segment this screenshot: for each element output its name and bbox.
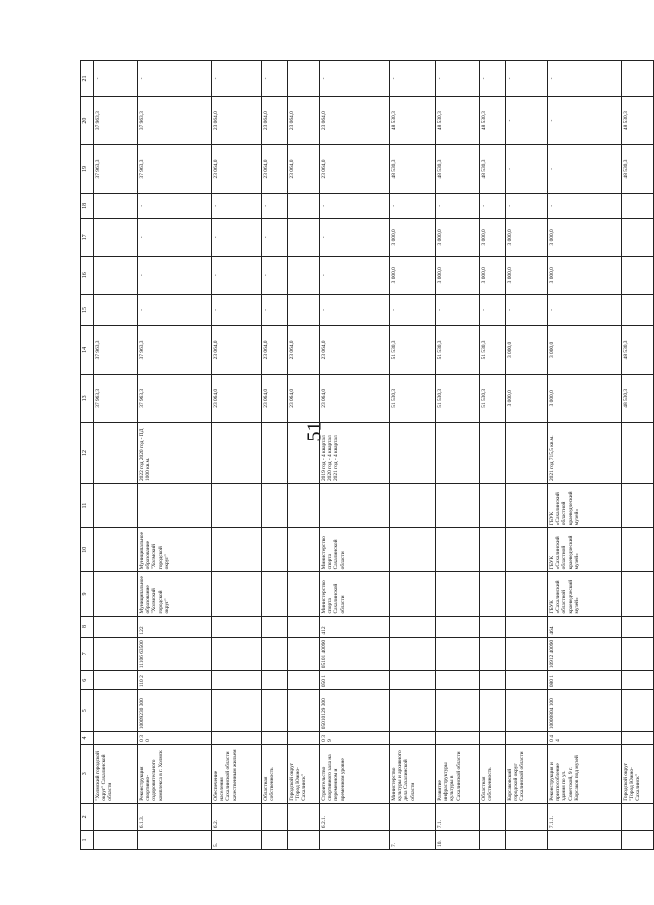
table-cell xyxy=(288,484,320,528)
table-cell: ГБУК «Сахалинский областной краеведческий музей» xyxy=(548,484,622,528)
table-cell xyxy=(548,831,622,850)
table-cell xyxy=(262,831,288,850)
table-cell xyxy=(94,831,138,850)
table-cell: 23 064,0 xyxy=(320,326,390,374)
table-cell xyxy=(506,616,548,637)
rotated-table-wrapper xyxy=(80,60,642,850)
table-cell: - xyxy=(94,61,138,97)
table-cell xyxy=(94,671,138,690)
table-cell xyxy=(94,637,138,671)
table-cell: Городской округ "Город Южно-Сахалинск" xyxy=(622,744,654,803)
table-cell: - xyxy=(390,193,436,218)
table-cell: 5. xyxy=(212,831,262,850)
table-cell: - xyxy=(480,294,506,326)
table-cell: - xyxy=(138,256,212,294)
table-cell: - xyxy=(138,294,212,326)
table-cell: 48 530,3 xyxy=(480,145,506,193)
table-cell: 050 1 xyxy=(320,671,390,690)
table-cell xyxy=(390,671,436,690)
table-cell xyxy=(288,671,320,690)
table-cell xyxy=(288,803,320,830)
table-cell: 51 530,3 xyxy=(436,374,480,422)
table-cell: 3 000,0 xyxy=(548,218,622,256)
table-cell xyxy=(480,637,506,671)
column-header: 8 xyxy=(81,616,94,637)
table-cell: 51 530,3 xyxy=(480,374,506,422)
table-cell xyxy=(390,423,436,484)
table-cell: Министерство спорта Сахалинской области xyxy=(320,572,390,616)
header-row xyxy=(81,61,94,850)
table-cell: 11106 63500 xyxy=(138,637,212,671)
table-cell xyxy=(436,637,480,671)
column-header: 21 xyxy=(81,61,94,97)
table-cell xyxy=(94,528,138,572)
table-cell: - xyxy=(480,193,506,218)
table-cell xyxy=(622,61,654,97)
table-cell: 48 530,3 xyxy=(622,96,654,144)
table-cell: 05101 40090 xyxy=(320,637,390,671)
table-cell xyxy=(288,61,320,97)
table-cell xyxy=(94,423,138,484)
table-cell: 2021 год 715,5 кв.м. xyxy=(548,423,622,484)
table-cell xyxy=(506,637,548,671)
table-cell: 51 530,3 xyxy=(390,326,436,374)
table-cell: 37 963,3 xyxy=(138,326,212,374)
table-cell xyxy=(622,637,654,671)
column-header: 18 xyxy=(81,193,94,218)
table-row xyxy=(288,61,320,850)
table-cell: 10. xyxy=(436,831,480,850)
table-cell: Городской округ "Город Южно-Сахалинск" xyxy=(288,744,320,803)
table-cell xyxy=(622,528,654,572)
table-cell: 10009230 300 xyxy=(138,690,212,732)
table-cell: 23 064,0 xyxy=(212,145,262,193)
table-cell: - xyxy=(320,61,390,97)
table-cell xyxy=(622,803,654,830)
table-cell xyxy=(212,484,262,528)
table-row xyxy=(138,61,212,850)
table-cell: 37 963,3 xyxy=(94,145,138,193)
table-cell: 37 963,3 xyxy=(94,96,138,144)
table-cell: - xyxy=(262,294,288,326)
table-cell xyxy=(288,528,320,572)
table-cell: 23 064,0 xyxy=(262,326,288,374)
table-cell xyxy=(288,193,320,218)
table-cell: Строительство спортивного зала на переменном и временном уровне xyxy=(320,744,390,803)
table-cell: - xyxy=(390,294,436,326)
table-cell: 122 xyxy=(138,616,212,637)
table-cell xyxy=(94,803,138,830)
table-cell xyxy=(480,616,506,637)
table-cell xyxy=(622,218,654,256)
table-cell: Областная собственность xyxy=(262,744,288,803)
table-cell xyxy=(94,572,138,616)
table-cell: - xyxy=(506,61,548,97)
table-cell: "Холмский городской округ" Сахалинской области xyxy=(94,744,138,803)
table-cell: 51 530,3 xyxy=(480,326,506,374)
table-cell: - xyxy=(436,61,480,97)
table-row xyxy=(94,61,138,850)
table-cell: - xyxy=(262,218,288,256)
table-cell xyxy=(288,423,320,484)
table-cell: - xyxy=(212,61,262,97)
table-cell: 3 000,0 xyxy=(506,374,548,422)
table-cell xyxy=(622,484,654,528)
column-header: 19 xyxy=(81,145,94,193)
table-cell xyxy=(622,256,654,294)
table-cell: Развитие инфраструктуры культуры в Сахалинской области xyxy=(436,744,480,803)
table-cell: 3 000,0 xyxy=(548,326,622,374)
table-cell: 48 530,3 xyxy=(622,374,654,422)
table-cell: 48 530,3 xyxy=(436,96,480,144)
table-cell xyxy=(138,484,212,528)
table-cell: 412 xyxy=(320,616,390,637)
table-cell: Муниципальное образование "Холмский городской округ" xyxy=(138,528,212,572)
table-cell xyxy=(506,671,548,690)
table-cell xyxy=(288,616,320,637)
table-cell xyxy=(262,423,288,484)
column-header: 5 xyxy=(81,690,94,732)
table-cell xyxy=(506,484,548,528)
table-cell: - xyxy=(548,145,622,193)
column-header: 10 xyxy=(81,528,94,572)
table-cell xyxy=(622,616,654,637)
table-cell xyxy=(262,690,288,732)
table-cell xyxy=(212,637,262,671)
table-cell: - xyxy=(320,193,390,218)
table-cell: 3 000,0 xyxy=(390,256,436,294)
table-cell: - xyxy=(506,294,548,326)
table-cell: 3 000,0 xyxy=(480,218,506,256)
table-cell: ГБУК «Сахалинский областной краеведческий музей» xyxy=(548,528,622,572)
table-cell xyxy=(288,831,320,850)
table-cell xyxy=(436,528,480,572)
table-cell: - xyxy=(212,218,262,256)
table-row xyxy=(548,61,622,850)
budget-table xyxy=(80,60,654,850)
table-cell: - xyxy=(262,256,288,294)
table-cell: - xyxy=(212,256,262,294)
table-cell: 7. xyxy=(390,831,436,850)
table-cell: 3 000,0 xyxy=(548,374,622,422)
table-cell: - xyxy=(506,145,548,193)
table-cell xyxy=(390,637,436,671)
table-cell: 6.1.3. xyxy=(138,803,212,830)
table-cell xyxy=(288,218,320,256)
table-cell: 37 963,3 xyxy=(138,374,212,422)
table-cell: Министерство культуры и архивного дела Сахалинской области xyxy=(390,744,436,803)
column-header: 16 xyxy=(81,256,94,294)
table-cell xyxy=(436,671,480,690)
table-cell xyxy=(212,616,262,637)
table-row xyxy=(622,61,654,850)
table-cell xyxy=(288,294,320,326)
table-cell: 3 000,0 xyxy=(506,326,548,374)
table-cell: 48 530,3 xyxy=(480,96,506,144)
table-cell: 48 530,3 xyxy=(622,145,654,193)
table-cell xyxy=(480,671,506,690)
table-cell xyxy=(262,637,288,671)
table-cell xyxy=(480,690,506,732)
table-cell: Обеспечение населения Сахалинской области качественным жильем xyxy=(212,744,262,803)
table-cell: 23 064,0 xyxy=(212,96,262,144)
table-cell xyxy=(262,528,288,572)
table-cell xyxy=(94,218,138,256)
table-cell: 05010129 300 xyxy=(320,690,390,732)
table-cell: - xyxy=(320,256,390,294)
column-header: 1 xyxy=(81,831,94,850)
table-cell xyxy=(436,572,480,616)
table-cell xyxy=(390,690,436,732)
table-cell: 23 064,0 xyxy=(262,145,288,193)
table-cell xyxy=(480,423,506,484)
table-cell xyxy=(480,831,506,850)
table-cell xyxy=(506,803,548,830)
table-cell: 0 3 9 xyxy=(320,732,390,745)
table-cell xyxy=(622,732,654,745)
table-cell: - xyxy=(506,193,548,218)
table-cell: 37 963,3 xyxy=(138,96,212,144)
table-cell xyxy=(390,803,436,830)
table-cell xyxy=(436,484,480,528)
table-cell xyxy=(212,690,262,732)
table-cell: 48 530,3 xyxy=(436,145,480,193)
table-cell xyxy=(506,732,548,745)
table-cell xyxy=(320,484,390,528)
table-cell xyxy=(94,690,138,732)
column-header: 14 xyxy=(81,326,94,374)
table-cell: 37 963,3 xyxy=(138,145,212,193)
table-cell xyxy=(622,690,654,732)
table-cell: 10000804 100 xyxy=(548,690,622,732)
table-cell xyxy=(262,732,288,745)
table-cell xyxy=(436,732,480,745)
table-cell xyxy=(262,572,288,616)
table-cell: 7.1. xyxy=(436,803,480,830)
table-cell: 23 064,0 xyxy=(288,145,320,193)
table-cell: 10912 40090 xyxy=(548,637,622,671)
table-cell xyxy=(622,294,654,326)
table-cell xyxy=(262,803,288,830)
table-cell: 23 064,0 xyxy=(288,96,320,144)
table-cell: Областная собственность xyxy=(480,744,506,803)
table-cell xyxy=(288,690,320,732)
table-cell: 23 064,0 xyxy=(320,145,390,193)
column-header: 4 xyxy=(81,732,94,745)
table-cell: 23 064,0 xyxy=(262,374,288,422)
table-row xyxy=(480,61,506,850)
table-cell xyxy=(390,732,436,745)
table-row xyxy=(506,61,548,850)
table-cell xyxy=(622,423,654,484)
table-row xyxy=(320,61,390,850)
column-header: 20 xyxy=(81,96,94,144)
table-row xyxy=(436,61,480,850)
table-cell: 3 000,0 xyxy=(506,256,548,294)
table-cell: - xyxy=(212,193,262,218)
column-header: 13 xyxy=(81,374,94,422)
table-cell xyxy=(138,831,212,850)
table-cell: 464 xyxy=(548,616,622,637)
table-cell xyxy=(622,193,654,218)
table-cell: - xyxy=(390,61,436,97)
column-header: 17 xyxy=(81,218,94,256)
table-cell: 37 963,3 xyxy=(94,374,138,422)
table-cell xyxy=(480,803,506,830)
table-cell xyxy=(622,671,654,690)
table-cell xyxy=(212,732,262,745)
column-header: 15 xyxy=(81,294,94,326)
column-header: 11 xyxy=(81,484,94,528)
table-cell: 2022 год 2020 год - ПД 1000 кв.м. xyxy=(138,423,212,484)
table-cell: - xyxy=(138,193,212,218)
table-cell xyxy=(288,637,320,671)
column-header: 9 xyxy=(81,572,94,616)
table-cell xyxy=(212,671,262,690)
column-header: 7 xyxy=(81,637,94,671)
table-cell: - xyxy=(212,294,262,326)
table-cell xyxy=(480,528,506,572)
table-row xyxy=(390,61,436,850)
table-cell: 6.2. xyxy=(212,803,262,830)
table-cell: 23 064,0 xyxy=(320,96,390,144)
table-cell xyxy=(506,528,548,572)
table-cell: Муниципальное образование "Холмский городской округ" xyxy=(138,572,212,616)
table-cell xyxy=(480,572,506,616)
table-cell: - xyxy=(320,218,390,256)
table-cell: 23 064,0 xyxy=(212,374,262,422)
table-cell: 2019 год - 4 квартал 2020 год - 4 квартал 2021 год - 4 квартал xyxy=(320,423,390,484)
table-cell: 48 530,3 xyxy=(622,326,654,374)
table-cell: 23 064,0 xyxy=(320,374,390,422)
table-cell: 23 064,0 xyxy=(212,326,262,374)
table-cell: 51 530,3 xyxy=(390,374,436,422)
table-cell xyxy=(436,423,480,484)
table-cell: 3 000,0 xyxy=(390,218,436,256)
table-cell xyxy=(622,831,654,850)
table-cell: 3 000,0 xyxy=(436,256,480,294)
table-cell xyxy=(622,572,654,616)
table-cell: 23 064,0 xyxy=(288,374,320,422)
table-cell xyxy=(436,616,480,637)
table-body xyxy=(94,61,654,850)
table-cell xyxy=(480,484,506,528)
table-cell: - xyxy=(436,193,480,218)
table-cell xyxy=(506,831,548,850)
table-cell: - xyxy=(138,218,212,256)
table-cell xyxy=(506,423,548,484)
table-cell: - xyxy=(548,193,622,218)
table-cell: Реконструкция спортивно-оздоровительного комплекса в г. Холмск xyxy=(138,744,212,803)
table-cell xyxy=(262,616,288,637)
page-number: 51 xyxy=(303,421,326,442)
table-cell: 3 000,0 xyxy=(548,256,622,294)
table-row xyxy=(262,61,288,850)
table-cell xyxy=(94,732,138,745)
table-cell xyxy=(212,423,262,484)
table-cell: - xyxy=(548,61,622,97)
table-cell: 6.2.1. xyxy=(320,803,390,830)
table-cell xyxy=(390,484,436,528)
table-cell xyxy=(288,256,320,294)
table-cell: 3 000,0 xyxy=(506,218,548,256)
column-header: 2 xyxy=(81,803,94,830)
table-cell xyxy=(212,572,262,616)
table-cell xyxy=(390,572,436,616)
table-cell xyxy=(94,294,138,326)
table-cell: 48 530,3 xyxy=(390,145,436,193)
table-cell: - xyxy=(436,294,480,326)
table-cell: 48 530,3 xyxy=(390,96,436,144)
table-cell xyxy=(94,256,138,294)
table-cell: 3 000,0 xyxy=(436,218,480,256)
table-cell xyxy=(506,572,548,616)
table-cell: - xyxy=(548,96,622,144)
table-cell xyxy=(262,484,288,528)
table-cell: 3 000,0 xyxy=(480,256,506,294)
table-row xyxy=(212,61,262,850)
table-cell: - xyxy=(480,61,506,97)
column-header: 3 xyxy=(81,744,94,803)
table-cell: 0 4 4 xyxy=(548,732,622,745)
table-cell xyxy=(320,831,390,850)
table-cell: 37 963,3 xyxy=(94,326,138,374)
table-cell: - xyxy=(262,193,288,218)
table-cell: 23 064,0 xyxy=(288,326,320,374)
table-cell: - xyxy=(548,294,622,326)
table-cell: Корсаковский городской округ Сахалинской области xyxy=(506,744,548,803)
table-cell xyxy=(262,671,288,690)
table-cell xyxy=(506,690,548,732)
table-cell xyxy=(436,690,480,732)
table-cell: 080 1 xyxy=(548,671,622,690)
table-cell xyxy=(94,616,138,637)
table-cell xyxy=(288,572,320,616)
table-cell: - xyxy=(320,294,390,326)
table-cell: 23 064,0 xyxy=(262,96,288,144)
table-cell xyxy=(288,732,320,745)
table-cell: 0 3 0 xyxy=(138,732,212,745)
table-cell xyxy=(94,484,138,528)
table-cell: 110 2 xyxy=(138,671,212,690)
table-cell xyxy=(390,528,436,572)
table-cell: 7.1.1. xyxy=(548,803,622,830)
table-cell xyxy=(480,732,506,745)
column-header: 6 xyxy=(81,671,94,690)
table-cell: Реконструкция и приспособление здания по ул. Советской, 9 г. Корсаков под музей xyxy=(548,744,622,803)
table-cell: 51 530,3 xyxy=(436,326,480,374)
table-cell xyxy=(212,528,262,572)
table-cell xyxy=(94,193,138,218)
column-header: 12 xyxy=(81,423,94,484)
table-cell: ГБУК «Сахалинский областной краеведческий музей» xyxy=(548,572,622,616)
table-cell xyxy=(390,616,436,637)
table-cell: - xyxy=(138,61,212,97)
table-cell: Министерство спорта Сахалинской области xyxy=(320,528,390,572)
table-cell: - xyxy=(506,96,548,144)
table-cell: - xyxy=(262,61,288,97)
